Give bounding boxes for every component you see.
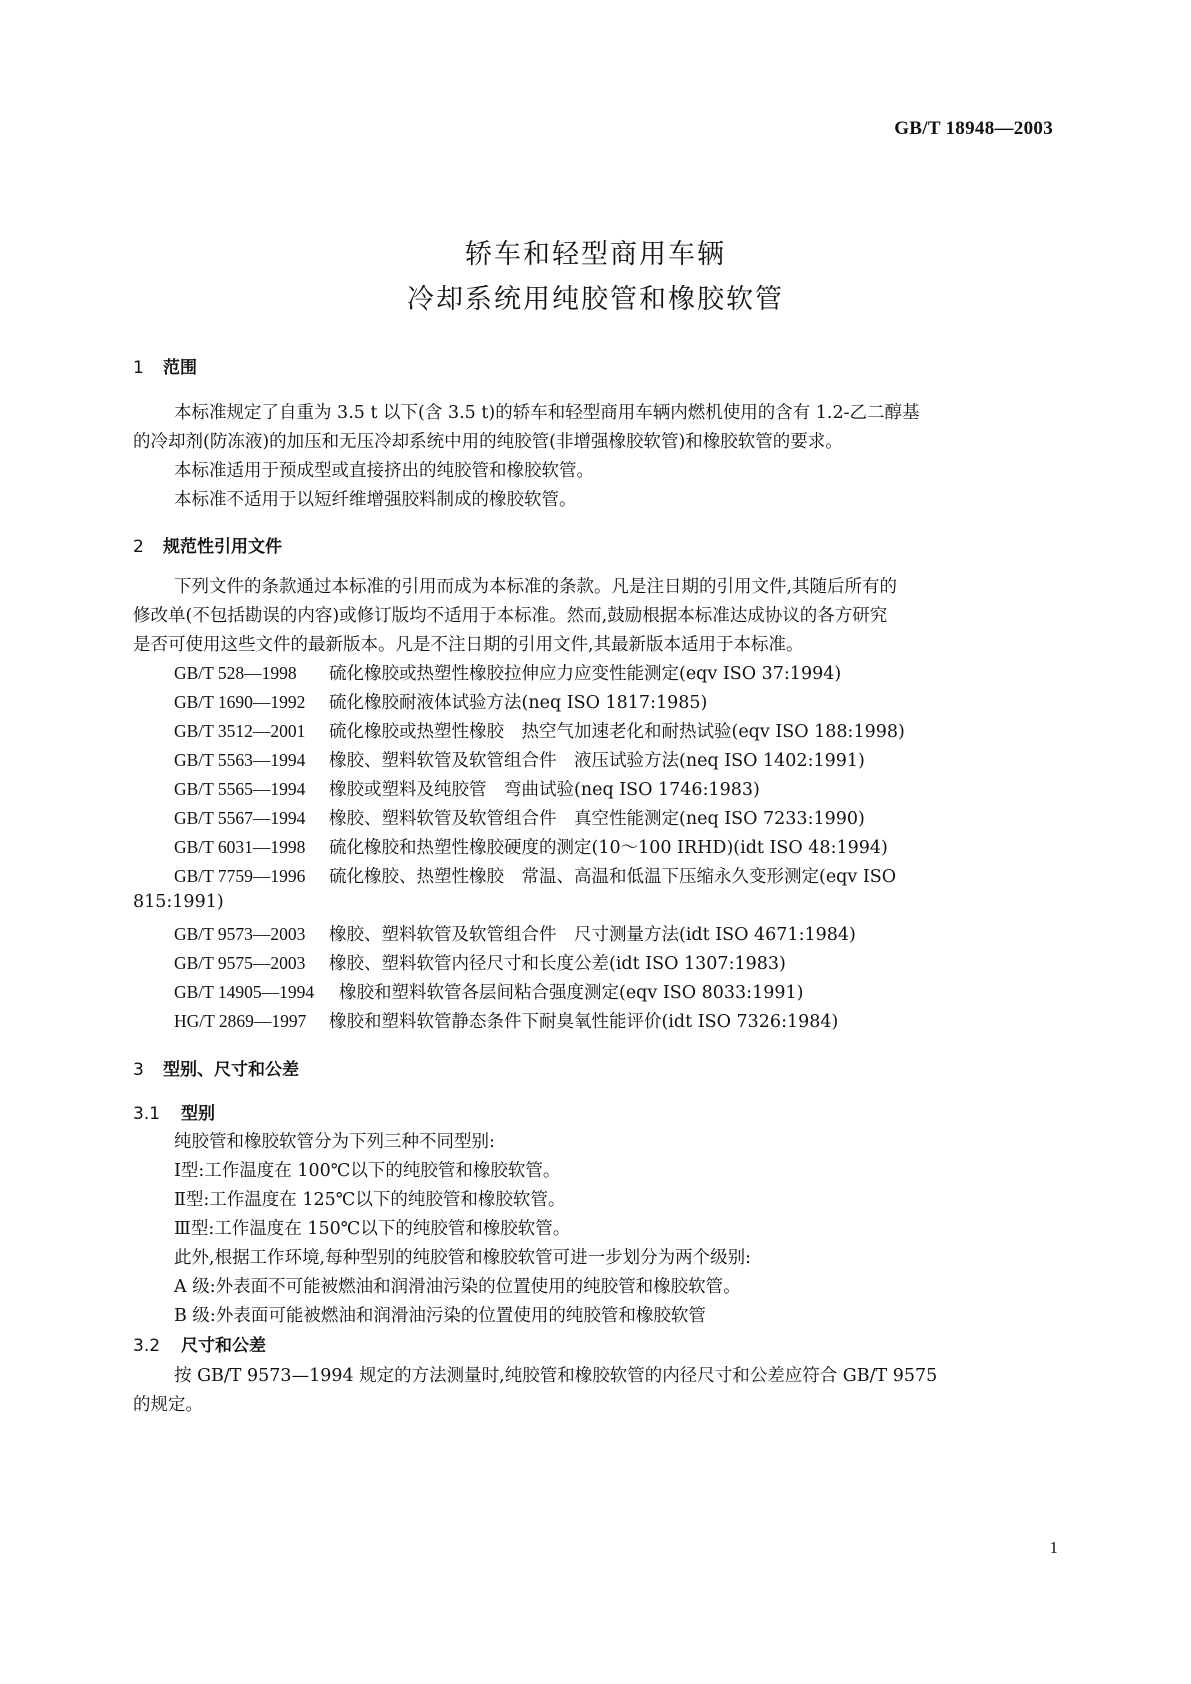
s2-para1-line2: 修改单(不包括勘误的内容)或修订版均不适用于本标准。然而,鼓励根据本标准达成协议的各方研究 [133,606,888,626]
reference-item [174,950,786,975]
reference-code: GB/T 528—1998 [174,663,297,683]
section-3-1-title: 型别 [181,1104,215,1124]
reference-item [174,718,905,743]
reference-code: GB/T 5565—1994 [174,779,306,799]
reference-title: 橡胶、塑料软管及软管组合件 液压试验方法(neq ISO 1402:1991) [329,751,865,771]
section-1-title: 范围 [163,358,197,378]
section-1-heading [133,353,197,378]
document-title-line2: 冷却系统用纯胶管和橡胶软管 [407,284,784,315]
section-3-number: 3 [133,1060,144,1080]
reference-item [174,921,856,946]
section-2-number: 2 [133,537,144,557]
document-title-line1: 轿车和轻型商用车辆 [465,239,726,270]
section-3-2-number: 3.2 [133,1336,161,1356]
reference-item [174,776,760,801]
reference-code: GB/T 5563—1994 [174,750,306,770]
s31-line1: 纯胶管和橡胶软管分为下列三种不同型别: [174,1132,495,1152]
reference-item [174,689,707,714]
s1-para2: 本标准适用于预成型或直接挤出的纯胶管和橡胶软管。 [174,461,594,481]
s32-line1: 按 GB/T 9573—1994 规定的方法测量时,纯胶管和橡胶软管的内径尺寸和公差应符合 GB/T 9575 [174,1366,938,1386]
reference-title: 硫化橡胶和热塑性橡胶硬度的测定(10～100 IRHD)(idt ISO 48:1994) [329,838,888,858]
section-1-number: 1 [133,358,144,378]
s31-type-2: Ⅱ型:工作温度在 125℃以下的纯胶管和橡胶软管。 [174,1190,566,1210]
reference-title: 橡胶或塑料及纯胶管 弯曲试验(neq ISO 1746:1983) [329,780,760,800]
section-3-2-title: 尺寸和公差 [181,1336,266,1356]
s31-type-1: Ⅰ型:工作温度在 100℃以下的纯胶管和橡胶软管。 [174,1161,561,1181]
section-2-title: 规范性引用文件 [163,537,282,557]
reference-item [174,1008,838,1033]
reference-title: 橡胶、塑料软管及软管组合件 真空性能测定(neq ISO 7233:1990) [329,809,865,829]
reference-title: 硫化橡胶耐液体试验方法(neq ISO 1817:1985) [329,693,708,713]
section-2-heading [133,532,282,557]
reference-code: GB/T 3512—2001 [174,721,306,741]
s32-line2: 的规定。 [133,1395,203,1415]
reference-title: 橡胶、塑料软管及软管组合件 尺寸测量方法(idt ISO 4671:1984) [329,925,856,945]
s2-para1-line3: 是否可使用这些文件的最新版本。凡是不注日期的引用文件,其最新版本适用于本标准。 [133,635,804,655]
reference-code: HG/T 2869—1997 [174,1011,307,1031]
section-3-1-heading [133,1099,215,1124]
reference-continuation: 815:1991) [133,892,224,912]
section-3-heading [133,1055,299,1080]
reference-code: GB/T 9575—2003 [174,953,306,973]
reference-item [174,834,888,859]
reference-item [174,805,865,830]
reference-item [174,747,865,772]
section-3-2-heading [133,1331,266,1356]
reference-item [174,863,896,888]
reference-code: GB/T 6031—1998 [174,837,306,857]
section-3-1-number: 3.1 [133,1104,161,1124]
s1-para1-line1: 本标准规定了自重为 3.5 t 以下(含 3.5 t)的轿车和轻型商用车辆内燃机使用的含有 1.2-乙二醇基 [174,403,920,423]
reference-code: GB/T 1690—1992 [174,692,306,712]
reference-title: 硫化橡胶或热塑性橡胶 热空气加速老化和耐热试验(eqv ISO 188:1998) [329,722,905,742]
s2-para1-line1: 下列文件的条款通过本标准的引用而成为本标准的条款。凡是注日期的引用文件,其随后所有的 [174,577,898,597]
page-number: 1 [1049,1538,1058,1557]
s1-para1-line2: 的冷却剂(防冻液)的加压和无压冷却系统中用的纯胶管(非增强橡胶软管)和橡胶软管的要求。 [133,432,843,452]
reference-title: 硫化橡胶或热塑性橡胶拉伸应力应变性能测定(eqv ISO 37:1994) [329,664,842,684]
reference-title: 橡胶和塑料软管各层间粘合强度测定(eqv ISO 8033:1991) [339,983,804,1003]
standard-number: GB/T 18948—2003 [894,118,1053,139]
section-3-title: 型别、尺寸和公差 [163,1060,299,1080]
reference-code: GB/T 14905—1994 [174,982,315,1002]
s31-type-3: Ⅲ型:工作温度在 150℃以下的纯胶管和橡胶软管。 [174,1219,571,1239]
s31-grade-b: B 级:外表面可能被燃油和润滑油污染的位置使用的纯胶管和橡胶软管 [174,1306,706,1326]
reference-code: GB/T 5567—1994 [174,808,306,828]
s31-grade-a: A 级:外表面不可能被燃油和润滑油污染的位置使用的纯胶管和橡胶软管。 [174,1277,741,1297]
reference-title: 硫化橡胶、热塑性橡胶 常温、高温和低温下压缩永久变形测定(eqv ISO [329,867,897,887]
s31-line5: 此外,根据工作环境,每种型别的纯胶管和橡胶软管可进一步划分为两个级别: [174,1248,752,1268]
reference-item [174,660,841,685]
reference-code: GB/T 9573—2003 [174,924,306,944]
reference-title: 橡胶和塑料软管静态条件下耐臭氧性能评价(idt ISO 7326:1984) [329,1012,839,1032]
reference-title: 橡胶、塑料软管内径尺寸和长度公差(idt ISO 1307:1983) [329,954,786,974]
reference-item [174,979,803,1004]
s1-para3: 本标准不适用于以短纤维增强胶料制成的橡胶软管。 [174,490,577,510]
reference-code: GB/T 7759—1996 [174,866,306,886]
